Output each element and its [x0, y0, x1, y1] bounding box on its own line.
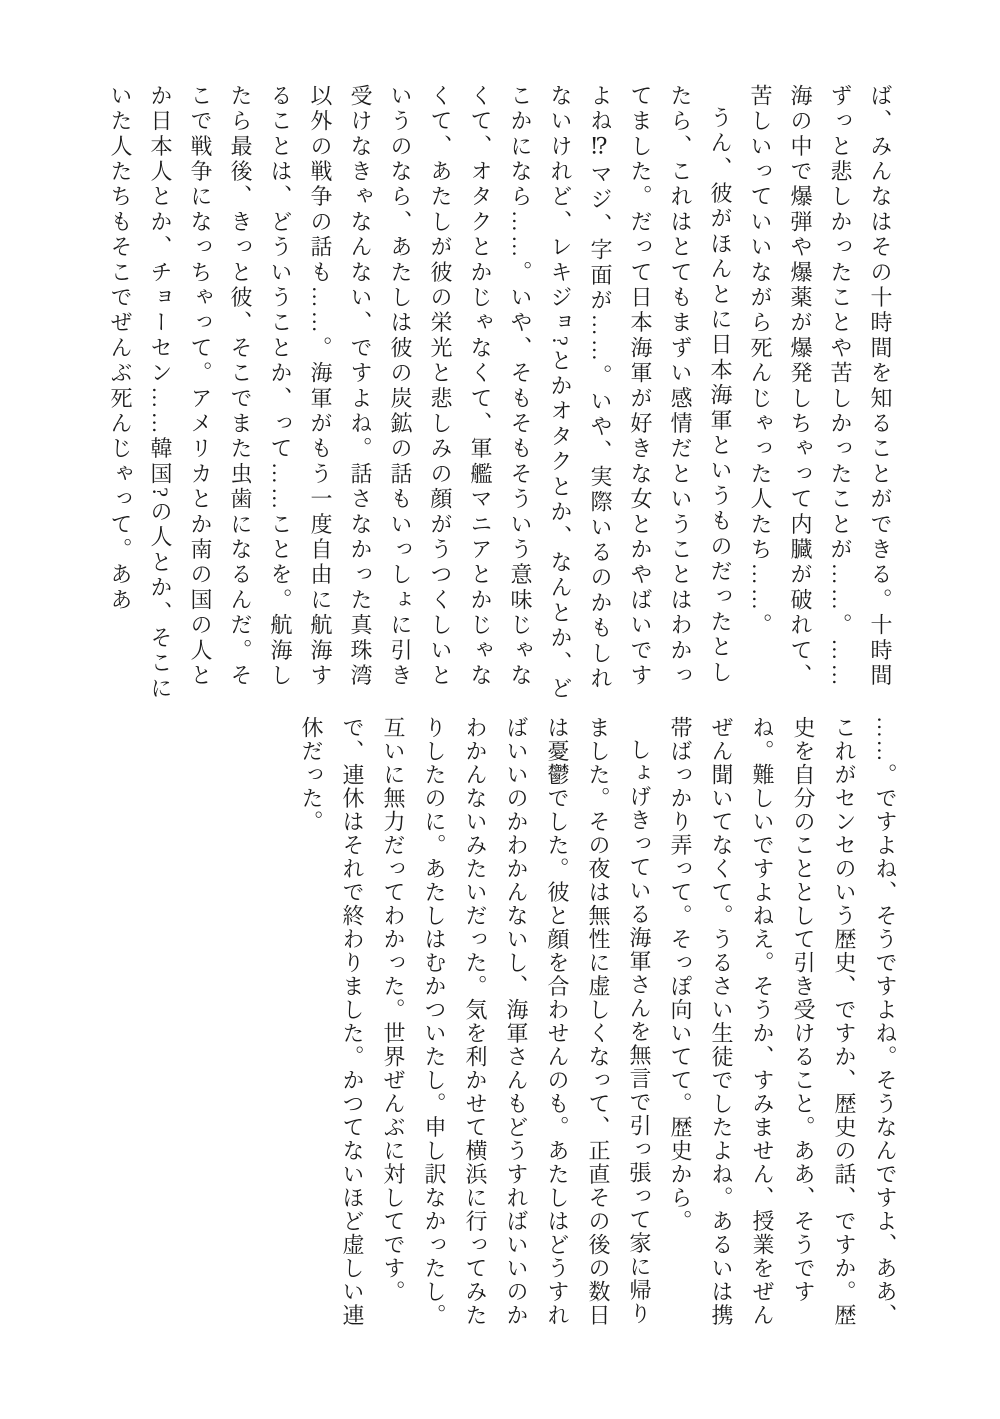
paragraph: うん、彼がほんとに日本海軍というものだったとしたら、これはとてもまずい感情だということはわかってました。だって日本海軍が好きな女とかやばいですよね⁉マジ、字面が……。いや、実際いるのかもしれないけれど、レキジョ?とかオタクとか、なんとか、どこかになら……。いや、そもそもそういう意味じゃなくて、オタクとかじゃなくて、軍艦マニアとかじゃなくて、あたしが彼の栄光と悲しみの顔がうつくしいというのなら、あたしは彼の炭鉱の話もいっしょに引き受けなきゃなんない、ですよね。話さなかった真珠湾以外の戦争の話も……。海軍がもう一度自由に航海することは、どういうことか、って……ことを。航海したら最後、きっと彼、そこでまた虫歯になるんだ。そこで戦争になっちゃって。アメリカとか南の国の人とか日本人とか、チョーセン……韓国?の人とか、そこにいた人たちもそこでぜんぶ死んじゃって。ああ	[108, 84, 733, 702]
paragraph: ば、みんなはその十時間を知ることができる。十時間ずっと悲しかったことや苦しかったことが……。……海の中で爆弾や爆薬が爆発しちゃって内臓が破れて、苦しいっていいながら死んじゃった人たち……。	[748, 84, 893, 689]
bottom-page-text-block	[291, 716, 906, 1336]
top-page-text-block	[100, 84, 900, 706]
paragraph: しょげきっている海軍さんを無言で引っ張って家に帰りました。その夜は無性に虚しくなって、正直その後の数日は憂鬱でした。彼と顔を合わせんのも。あたしはどうすればいいのかわかんないし、海軍さんもどうすればいいのかわかんないみたいだった。気を利かせて横浜に行ってみたりしたのに。あたしはむかついたし。申し訳なかったし。互いに無力だってわかった。世界ぜんぶに対してです。で、連休はそれで終わりました。かつてないほど虚しい連休だった。	[299, 716, 652, 1327]
paragraph: ……。ですよね、そうですよね。そうなんですよ、ああ、これがセンセのいう歴史、ですか、歴史の話、ですか。歴史を自分のこととして引き受けること。ああ、そうですね。難しいですよねえ。そうか、すみません、授業をぜんぜん聞いてなくて。うるさい生徒でしたよね。あるいは携帯ばっかり弄って。そっぽ向いてて。歴史から。	[668, 716, 898, 1327]
